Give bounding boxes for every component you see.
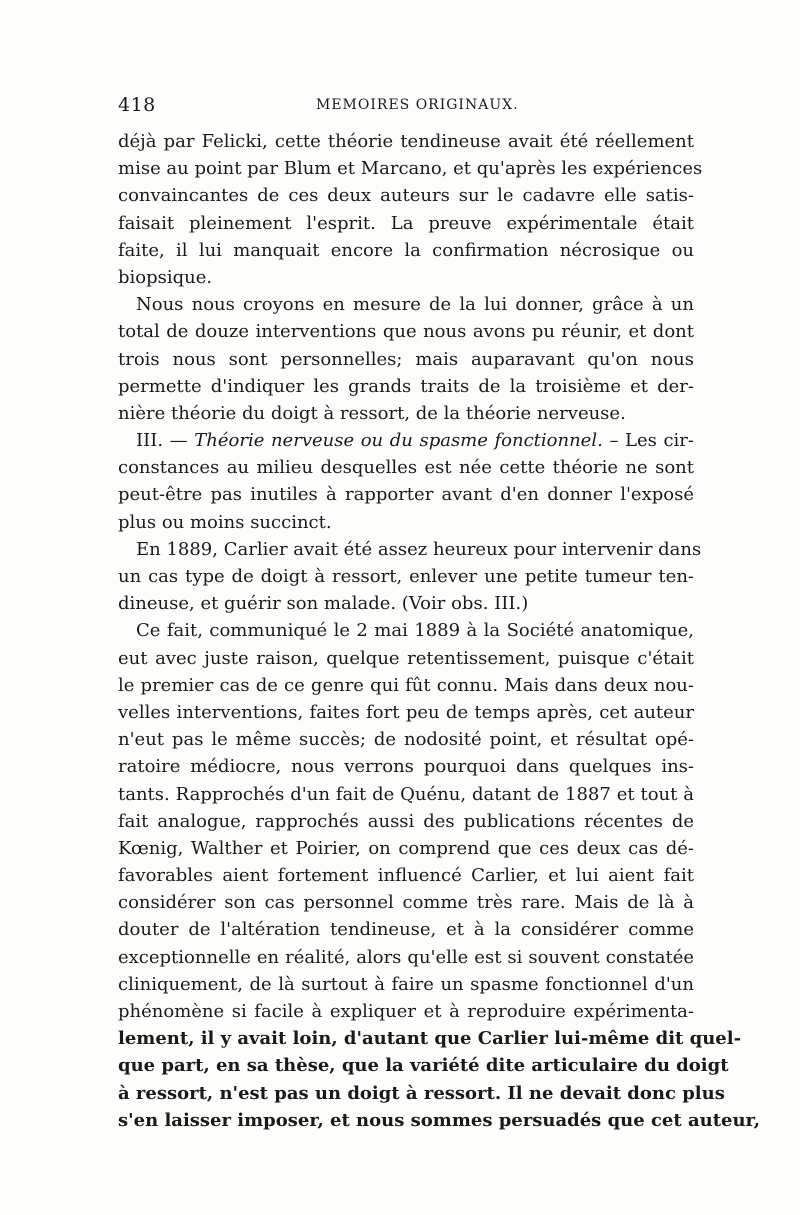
text-line: lement, il y avait loin, d'autant que Carlier lui-même dit quel- (118, 1028, 742, 1050)
text-line: eut avec juste raison, quelque retentissement, puisque c'était (118, 647, 694, 669)
page-header (118, 94, 694, 120)
section-continuation: – Les cir- (609, 430, 694, 452)
text-line: En 1889, Carlier avait été assez heureux pour intervenir dans (136, 538, 702, 560)
text-line: nière théorie du doigt à ressort, de la théorie nerveuse. (118, 402, 626, 424)
text-line: mise au point par Blum et Marcano, et qu'après les expériences (118, 158, 703, 180)
text-line: s'en laisser imposer, et nous sommes persuadés que cet auteur, (118, 1109, 760, 1131)
text-line: plus ou moins succinct. (118, 511, 332, 533)
text-line: trois nous sont personnelles; mais auparavant qu'on nous (118, 348, 694, 370)
text-line: peut-être pas inutiles à rapporter avant d'en donner l'exposé (118, 484, 694, 506)
page-number: 418 (118, 94, 156, 116)
text-line: dineuse, et guérir son malade. (Voir obs. III.) (118, 593, 529, 615)
body-text (118, 128, 760, 1134)
text-line: faite, il lui manquait encore la confirmation nécrosique ou (118, 239, 694, 261)
text-line: biopsique. (118, 266, 213, 288)
text-line: à ressort, n'est pas un doigt à ressort. Il ne devait donc plus (118, 1082, 725, 1104)
text-line: exceptionnelle en réalité, alors qu'elle est si souvent constatée (118, 946, 694, 968)
text-line: Ce fait, communiqué le 2 mai 1889 à la Société anatomique, (136, 620, 694, 642)
running-head: MEMOIRES ORIGINAUX. (316, 97, 519, 113)
text-line: permette d'indiquer les grands traits de la troisième et der- (118, 375, 694, 397)
text-line: convaincantes de ces deux auteurs sur le cadavre elle satis- (118, 185, 694, 207)
text-line: favorables aient fortement influencé Carlier, et lui aient fait (118, 865, 694, 887)
text-line: faisait pleinement l'esprit. La preuve expérimentale était (118, 212, 694, 234)
text-line: considérer son cas personnel comme très rare. Mais de là à (118, 892, 694, 914)
text-line: n'eut pas le même succès; de nodosité point, et résultat opé- (118, 729, 694, 751)
text-line: douter de l'altération tendineuse, et à la considérer comme (118, 919, 694, 941)
text-line: Kœnig, Walther et Poirier, on comprend que ces deux cas dé- (118, 837, 694, 859)
text-line: total de douze interventions que nous avons pu réunir, et dont (118, 321, 694, 343)
text-line: constances au milieu desquelles est née cette théorie ne sont (118, 457, 694, 479)
text-line: Nous nous croyons en mesure de la lui donner, grâce à un (136, 294, 694, 316)
text-line: le premier cas de ce genre qui fût connu. Mais dans deux nou- (118, 674, 694, 696)
text-line: fait analogue, rapprochés aussi des publications récentes de (118, 810, 694, 832)
text-line: phénomène si facile à expliquer et à reproduire expérimenta- (118, 1001, 694, 1022)
section-numeral: III. — (136, 430, 188, 452)
section-heading (118, 427, 694, 454)
text-line: ratoire médiocre, nous verrons pourquoi dans quelques ins- (118, 756, 694, 778)
text-line: velles interventions, faites fort peu de temps après, cet auteur (118, 701, 694, 723)
section-title: Théorie nerveuse ou du spasme fonctionnel. (194, 430, 603, 452)
text-line: que part, en sa thèse, que la variété dite articulaire du doigt (118, 1055, 729, 1077)
text-line: un cas type de doigt à ressort, enlever une petite tumeur ten- (118, 566, 694, 587)
text-line: tants. Rapprochés d'un fait de Quénu, datant de 1887 et tout à (118, 783, 694, 805)
text-line: déjà par Felicki, cette théorie tendineuse avait été réellement (118, 131, 694, 152)
text-line: cliniquement, de là surtout à faire un spasme fonctionnel d'un (118, 973, 694, 995)
